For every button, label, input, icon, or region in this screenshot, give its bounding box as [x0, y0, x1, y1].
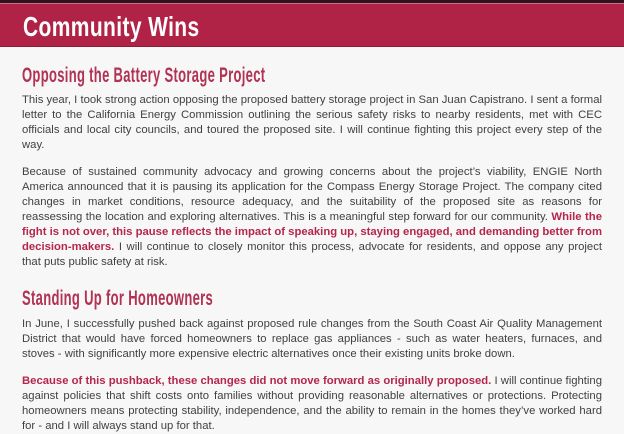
- page-title-text: Community Wins: [23, 10, 200, 42]
- section-heading: [22, 285, 602, 311]
- page-title: [23, 9, 258, 41]
- content: [0, 62, 624, 434]
- paragraph: [22, 93, 602, 153]
- emphasis-text: While the fight is not over, this pause reflects the impact of speaking up, staying engaged, and demanding better from decision-makers.: [22, 211, 603, 254]
- body-text: In June, I successfully pushed back against proposed rule changes from the South Coast Air Quality Management District that would have forced homeowners to replace gas appliances - such as water heaters, furnaces, and stoves - with significantly more expensive electric alternatives once their existing units broke down.: [22, 317, 602, 360]
- emphasis-text: Because of this pushback, these changes did not move forward as originally proposed.: [22, 374, 492, 387]
- body-text: This year, I took strong action opposing the proposed battery storage project in San Juan Capistrano. I sent a formal letter to the California Energy Commission outlining the serious safety risks to nearby residents, met with CEC officials and local city councils, and toured the proposed site. I will continue fighting this project every step of the way.: [22, 94, 602, 152]
- section-heading: [22, 62, 602, 88]
- paragraph: [22, 165, 602, 270]
- body-text: I will continue fighting against policies that shift costs onto families without providing reasonable alternatives or protections. Protecting homeowners means protecting stability, independence, and the ability to remain in the homes they’ve worked hard for - and I will always stand up for that.: [22, 374, 602, 432]
- section-heading-text: Opposing the Battery Storage Project: [22, 64, 266, 87]
- body-text: Because of sustained community advocacy and growing concerns about the project’s viability, ENGIE North America announced that it is pausing its application for the Compass Energy Storage Project. The company cited changes in market conditions, resource adequacy, and the suitability of the proposed site as reasons for reassessing the location and exploring alternatives. This is a meaningful step forward for our community.: [22, 166, 602, 224]
- body-text: I will continue to closely monitor this process, advocate for residents, and oppose any project that puts public safety at risk.: [22, 241, 602, 269]
- paragraph: [22, 374, 602, 434]
- section-heading-text: Standing Up for Homeowners: [22, 287, 214, 311]
- paragraph: [22, 317, 602, 362]
- banner: [0, 3, 624, 47]
